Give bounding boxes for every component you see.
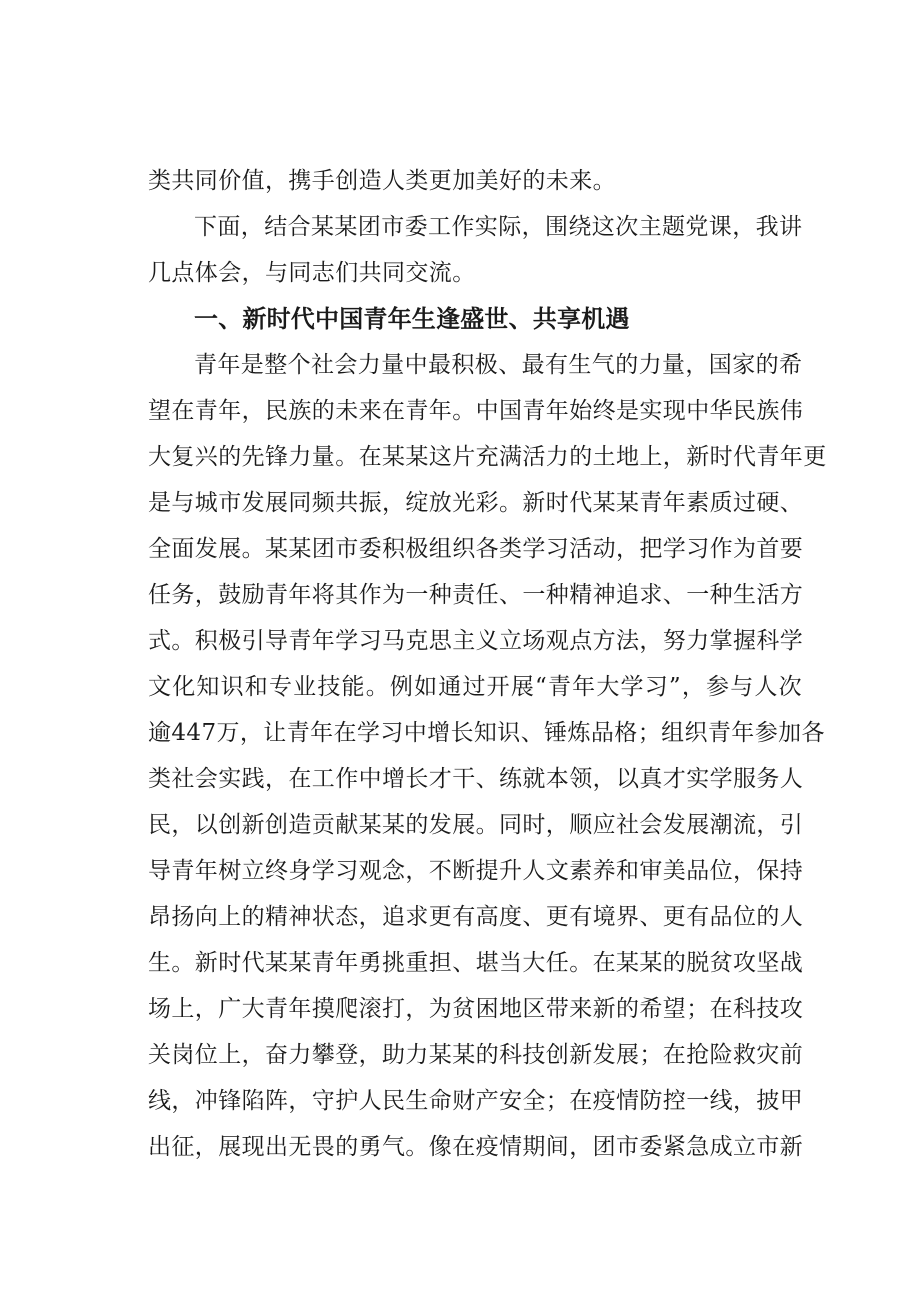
paragraph-line: 昂扬向上的精神状态，追求更有高度、更有境界、更有品位的人	[148, 904, 804, 930]
paragraph-line: 青年是整个社会力量中最积极、最有生气的力量，国家的希	[194, 352, 803, 378]
section-heading: 一、新时代中国青年生逢盛世、共享机遇	[194, 305, 630, 333]
paragraph-line: 民，以创新创造贡献某某的发展。同时，顺应社会发展潮流，引	[148, 812, 804, 838]
paragraph-line: 生。新时代某某青年勇挑重担、堪当大任。在某某的脱贫攻坚战	[148, 950, 804, 976]
paragraph-line: 几点体会，与同志们共同交流。	[148, 260, 476, 286]
paragraph-line: 类共同价值，携手创造人类更加美好的未来。	[148, 168, 616, 194]
paragraph-line: 是与城市发展同频共振，绽放光彩。新时代某某青年素质过硬、	[148, 490, 804, 516]
paragraph-line: 导青年树立终身学习观念，不断提升人文素养和审美品位，保持	[148, 858, 804, 884]
paragraph-line: 式。积极引导青年学习马克思主义立场观点方法，努力掌握科学	[148, 628, 804, 654]
paragraph-line: 逾447万，让青年在学习中增长知识、锤炼品格；组织青年参加各	[148, 720, 825, 746]
paragraph-line: 任务，鼓励青年将其作为一种责任、一种精神追求、一种生活方	[148, 582, 804, 608]
paragraph-line: 关岗位上，奋力攀登，助力某某的科技创新发展；在抢险救灾前	[148, 1042, 804, 1068]
paragraph-line: 全面发展。某某团市委积极组织各类学习活动，把学习作为首要	[148, 536, 804, 562]
paragraph-line: 场上，广大青年摸爬滚打，为贫困地区带来新的希望；在科技攻	[148, 996, 804, 1022]
paragraph-line: 望在青年，民族的未来在青年。中国青年始终是实现中华民族伟	[148, 398, 804, 424]
document-body	[148, 158, 827, 1170]
paragraph-line: 文化知识和专业技能。例如通过开展“青年大学习”，参与人次	[148, 674, 802, 700]
paragraph-line: 线，冲锋陷阵，守护人民生命财产安全；在疫情防控一线，披甲	[148, 1088, 804, 1114]
paragraph-line: 出征，展现出无畏的勇气。像在疫情期间，团市委紧急成立市新	[148, 1134, 804, 1160]
paragraph-line: 下面，结合某某团市委工作实际，围绕这次主题党课，我讲	[194, 214, 803, 240]
paragraph-line: 大复兴的先锋力量。在某某这片充满活力的土地上，新时代青年更	[148, 444, 827, 470]
paragraph-line: 类社会实践，在工作中增长才干、练就本领，以真才实学服务人	[148, 766, 804, 792]
